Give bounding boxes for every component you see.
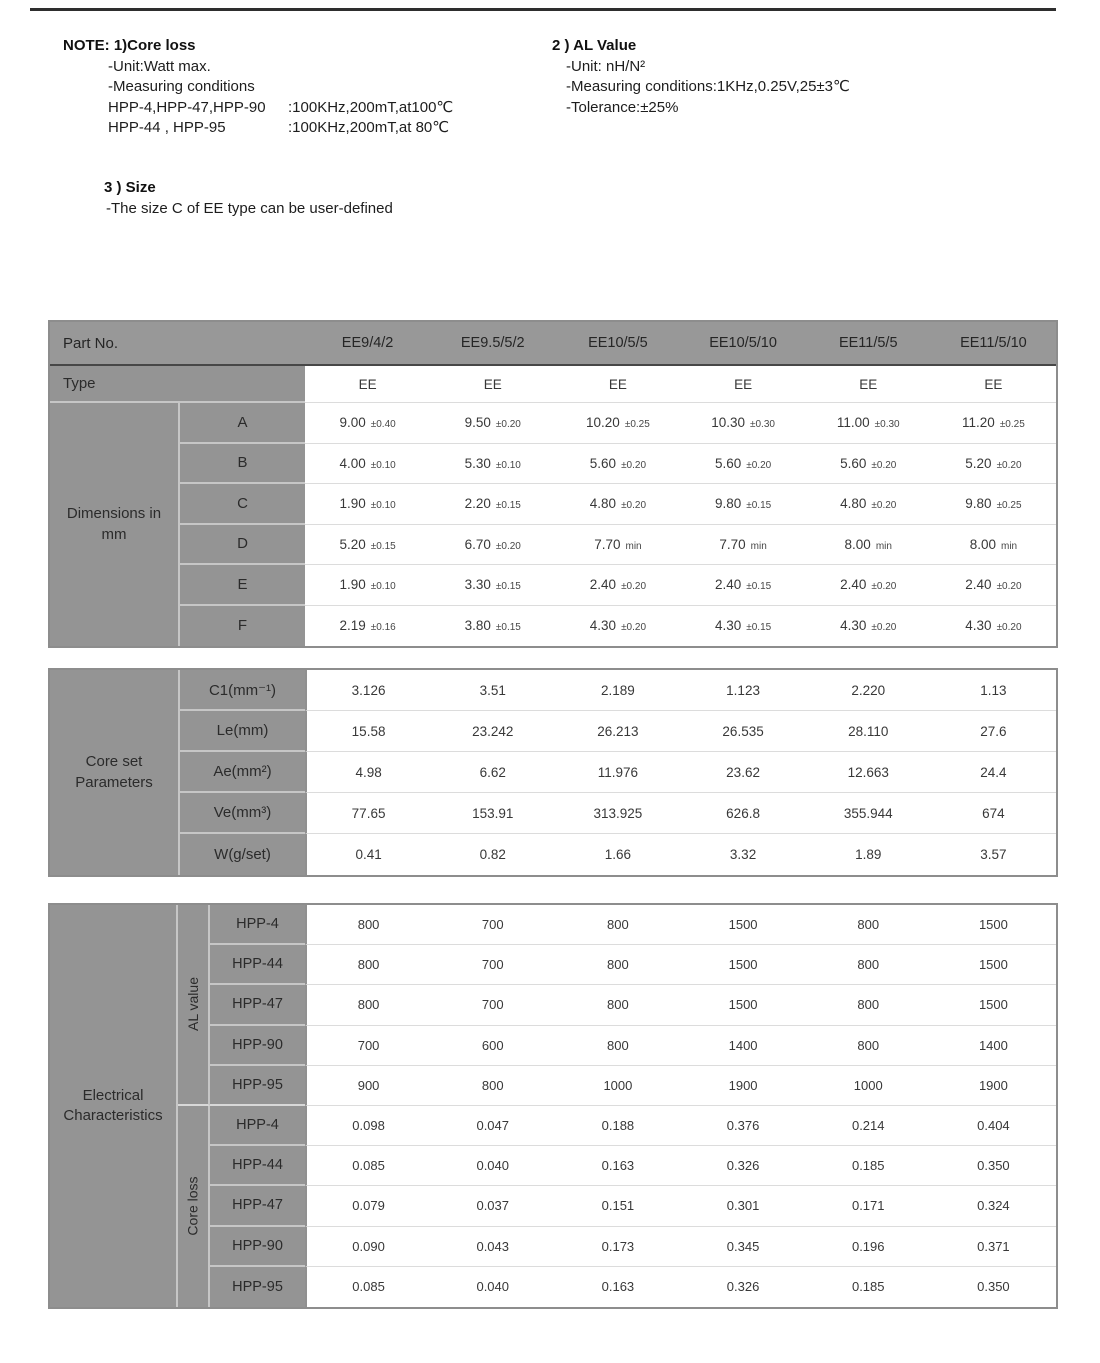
material-row-label: HPP-4 (210, 1106, 305, 1146)
al-value-cell: 1500 (680, 945, 805, 985)
al-value-cell: 1400 (680, 1026, 805, 1066)
dimension-tolerance: ±0.20 (746, 459, 772, 471)
al-value-cell: 1500 (931, 945, 1056, 985)
part-column-header: EE10/5/5 (555, 322, 680, 366)
dimension-value-cell (430, 484, 555, 525)
dimension-tolerance: ±0.25 (999, 419, 1025, 431)
core-loss-label-text: Core loss (185, 1176, 202, 1236)
core-loss-group-label (178, 1106, 210, 1307)
dimension-value-cell (305, 484, 430, 525)
al-value-cell: 800 (305, 945, 430, 985)
dimension-tolerance: ±0.20 (495, 419, 521, 431)
part-no-table (48, 320, 1058, 648)
dimension-value: 4.30 (589, 618, 617, 634)
part-column-header: EE9/4/2 (305, 322, 430, 366)
core-set-parameters-table (48, 668, 1058, 877)
part-column-header: EE11/5/5 (806, 322, 931, 366)
core-parameter-value-cell: 77.65 (305, 793, 430, 834)
dimension-tolerance: ±0.15 (495, 622, 521, 634)
core-loss-value-cell: 0.043 (430, 1227, 555, 1267)
core-parameter-value-cell: 6.62 (430, 752, 555, 793)
core-parameter-label: C1(mm⁻¹) (180, 670, 305, 711)
core-parameter-value-cell: 2.220 (806, 670, 931, 711)
dimension-value: 7.70 (594, 536, 621, 552)
dimension-value-cell (806, 606, 931, 647)
part-column-header: EE9.5/5/2 (430, 322, 555, 366)
dimension-value-cell (806, 403, 931, 444)
note-size (104, 178, 393, 219)
dimension-value: 11.20 (962, 415, 995, 431)
core-parameter-label: Le(mm) (180, 711, 305, 752)
dimension-value-cell (931, 565, 1056, 606)
dimension-value: 9.50 (464, 415, 491, 431)
type-value-cell: EE (931, 366, 1056, 403)
material-row-label: HPP-90 (210, 1026, 305, 1066)
dimension-tolerance: ±0.20 (621, 581, 647, 593)
type-row-label: Type (50, 366, 305, 403)
core-loss-value-cell: 0.326 (680, 1267, 805, 1307)
core-loss-value-cell: 0.085 (305, 1267, 430, 1307)
dimension-value-cell (806, 444, 931, 485)
dimensions-group-label: Dimensions in mm (50, 403, 180, 646)
core-loss-value-cell: 0.345 (680, 1227, 805, 1267)
al-value-cell: 800 (305, 985, 430, 1025)
dimension-value-cell (931, 606, 1056, 647)
dimension-tolerance: ±0.40 (370, 419, 396, 431)
material-row-label: HPP-47 (210, 985, 305, 1025)
al-value-cell: 800 (806, 945, 931, 985)
note-al-value-line: -Measuring conditions:1KHz,0.25V,25±3℃ (566, 78, 850, 95)
dimension-tolerance: ±0.10 (370, 459, 396, 471)
dimension-tolerance: ±0.20 (621, 459, 647, 471)
dimension-value: 4.30 (840, 618, 867, 634)
dimension-value: 10.30 (711, 415, 745, 431)
dimension-value: 4.80 (589, 496, 617, 512)
core-loss-value-cell: 0.173 (555, 1227, 680, 1267)
dimension-value-cell (806, 565, 931, 606)
material-row-label: HPP-4 (210, 905, 305, 945)
dimension-value-cell (680, 525, 805, 566)
dimension-value: 2.40 (589, 577, 617, 593)
core-parameter-value-cell: 1.123 (680, 670, 805, 711)
dimension-tolerance: ±0.15 (370, 540, 396, 552)
al-value-cell: 800 (555, 945, 680, 985)
dimension-value: 3.30 (464, 577, 491, 593)
dimension-row-label: E (180, 565, 305, 606)
dimension-value: 11.00 (836, 415, 870, 431)
dimension-value-cell (305, 403, 430, 444)
dimension-value-cell (680, 403, 805, 444)
dimension-tolerance: min (1000, 540, 1018, 552)
al-value-cell: 900 (305, 1066, 430, 1106)
material-row-label: HPP-44 (210, 1146, 305, 1186)
core-loss-value-cell: 0.085 (305, 1146, 430, 1186)
core-loss-value-cell: 0.185 (806, 1267, 931, 1307)
al-value-cell: 800 (555, 1026, 680, 1066)
dimension-tolerance: ±0.20 (871, 500, 897, 512)
note-al-value-line: -Unit: nH/N² (566, 57, 646, 75)
dimension-value: 4.00 (339, 455, 366, 471)
dimension-value: 3.80 (464, 618, 491, 634)
core-parameter-value-cell: 2.189 (555, 670, 680, 711)
material-row-label: HPP-95 (210, 1066, 305, 1106)
condition-parts: HPP-4,HPP-47,HPP-90 (108, 98, 266, 116)
dimension-value: 5.20 (339, 536, 366, 552)
core-set-group-label: Core set Parameters (50, 670, 180, 875)
core-parameter-value-cell: 23.62 (680, 752, 805, 793)
dimension-tolerance: ±0.15 (495, 500, 521, 512)
core-loss-value-cell: 0.079 (305, 1186, 430, 1226)
dimension-tolerance: ±0.16 (370, 622, 396, 634)
note-core-loss-line: -Measuring conditions (108, 78, 255, 95)
core-parameter-value-cell: 313.925 (555, 793, 680, 834)
dimension-value: 2.40 (840, 577, 867, 593)
core-parameter-label: Ae(mm²) (180, 752, 305, 793)
dimension-value: 9.80 (965, 496, 992, 512)
core-loss-value-cell: 0.301 (680, 1186, 805, 1226)
dimension-tolerance: ±0.20 (996, 622, 1022, 634)
core-parameter-value-cell: 4.98 (305, 752, 430, 793)
dimension-value-cell (806, 525, 931, 566)
dimension-value-cell (555, 484, 680, 525)
dimension-value: 8.00 (844, 536, 871, 552)
dimension-value: 5.60 (714, 455, 742, 471)
dimension-value: 2.19 (339, 618, 366, 634)
core-parameter-value-cell: 626.8 (680, 793, 805, 834)
al-value-label-text: AL value (185, 977, 201, 1032)
core-parameter-value-cell: 28.110 (806, 711, 931, 752)
core-parameter-value-cell: 1.13 (931, 670, 1056, 711)
dimension-value-cell (430, 606, 555, 647)
type-value-cell: EE (680, 366, 805, 403)
dimension-value-cell (305, 565, 430, 606)
core-parameter-value-cell: 3.57 (931, 834, 1056, 875)
core-loss-value-cell: 0.350 (931, 1267, 1056, 1307)
dimension-value: 1.90 (339, 496, 366, 512)
dimension-value: 9.00 (339, 415, 366, 431)
type-value-cell: EE (430, 366, 555, 403)
al-value-cell: 1500 (931, 985, 1056, 1025)
dimension-tolerance: ±0.30 (874, 419, 900, 431)
dimension-value-cell (555, 444, 680, 485)
core-loss-value-cell: 0.196 (806, 1227, 931, 1267)
core-loss-value-cell: 0.090 (305, 1227, 430, 1267)
dimension-value: 4.30 (965, 618, 992, 634)
core-loss-value-cell: 0.151 (555, 1186, 680, 1226)
core-loss-value-cell: 0.324 (931, 1186, 1056, 1226)
dimension-tolerance: min (625, 540, 642, 552)
al-value-cell: 700 (430, 985, 555, 1025)
type-value-cell: EE (806, 366, 931, 403)
core-parameter-value-cell: 0.82 (430, 834, 555, 875)
electrical-characteristics-table (48, 903, 1058, 1309)
dimension-tolerance: ±0.20 (871, 459, 897, 471)
dimension-value-cell (430, 444, 555, 485)
al-value-cell: 1500 (680, 985, 805, 1025)
dimension-value: 4.80 (840, 496, 867, 512)
al-value-cell: 800 (806, 905, 931, 945)
material-row-label: HPP-44 (210, 945, 305, 985)
dimension-tolerance: ±0.20 (871, 622, 897, 634)
core-parameter-value-cell: 0.41 (305, 834, 430, 875)
dimension-value: 5.60 (589, 455, 617, 471)
dimension-value: 5.60 (840, 455, 867, 471)
core-loss-value-cell: 0.188 (555, 1106, 680, 1146)
al-value-cell: 1500 (931, 905, 1056, 945)
core-parameter-value-cell: 3.51 (430, 670, 555, 711)
type-value-cell: EE (555, 366, 680, 403)
al-value-group-label (178, 905, 210, 1106)
core-loss-value-cell: 0.185 (806, 1146, 931, 1186)
dimension-row-label: C (180, 484, 305, 525)
dimension-tolerance: ±0.10 (370, 581, 396, 593)
electrical-group-label: Electrical Characteristics (50, 905, 178, 1307)
dimension-value: 5.20 (965, 455, 992, 471)
dimension-value-cell (931, 403, 1056, 444)
al-value-cell: 800 (806, 1026, 931, 1066)
core-parameter-value-cell: 153.91 (430, 793, 555, 834)
dimension-value: 10.20 (586, 415, 620, 431)
dimension-value: 5.30 (464, 455, 491, 471)
al-value-cell: 1000 (555, 1066, 680, 1106)
note-al-value (552, 36, 850, 118)
note-core-loss-line: -Unit:Watt max. (108, 57, 211, 75)
note-core-loss-condition (108, 98, 453, 119)
al-value-cell: 700 (305, 1026, 430, 1066)
core-parameter-value-cell: 26.535 (680, 711, 805, 752)
dimension-value: 7.70 (719, 536, 746, 552)
core-loss-value-cell: 0.371 (931, 1227, 1056, 1267)
dimension-value-cell (555, 525, 680, 566)
dimension-value-cell (931, 525, 1056, 566)
dimension-row-label: B (180, 444, 305, 485)
note-core-loss-condition (108, 118, 453, 139)
part-column-header: EE10/5/10 (680, 322, 805, 366)
dimension-tolerance: ±0.25 (996, 500, 1022, 512)
al-value-cell: 1900 (931, 1066, 1056, 1106)
core-loss-value-cell: 0.376 (680, 1106, 805, 1146)
top-rule (30, 8, 1056, 11)
dimension-tolerance: ±0.15 (495, 581, 521, 593)
al-value-cell: 800 (305, 905, 430, 945)
dimension-tolerance: ±0.20 (871, 581, 897, 593)
dimension-row-label: D (180, 525, 305, 566)
core-parameter-value-cell: 15.58 (305, 711, 430, 752)
core-parameter-value-cell: 1.89 (806, 834, 931, 875)
material-row-label: HPP-90 (210, 1227, 305, 1267)
core-parameter-value-cell: 27.6 (931, 711, 1056, 752)
core-loss-value-cell: 0.214 (806, 1106, 931, 1146)
part-column-header: EE11/5/10 (931, 322, 1056, 366)
condition-parts: HPP-44 , HPP-95 (108, 119, 226, 136)
dimension-row-label: A (180, 403, 305, 444)
dimension-value-cell (931, 484, 1056, 525)
core-parameter-value-cell: 12.663 (806, 752, 931, 793)
type-value-cell: EE (305, 366, 430, 403)
dimension-value-cell (680, 606, 805, 647)
dimension-tolerance: ±0.30 (749, 419, 775, 431)
note-core-loss-title: NOTE: 1)Core loss (63, 37, 196, 54)
al-value-cell: 800 (430, 1066, 555, 1106)
core-parameter-value-cell: 23.242 (430, 711, 555, 752)
core-loss-value-cell: 0.326 (680, 1146, 805, 1186)
core-parameter-value-cell: 674 (931, 793, 1056, 834)
core-parameter-value-cell: 355.944 (806, 793, 931, 834)
dimension-tolerance: min (875, 540, 892, 552)
dimension-value-cell (305, 606, 430, 647)
dimension-tolerance: ±0.10 (495, 459, 521, 471)
part-no-header-label: Part No. (50, 322, 305, 366)
core-loss-value-cell: 0.163 (555, 1267, 680, 1307)
note-al-value-title: 2 ) AL Value (552, 37, 637, 54)
dimension-value-cell (555, 565, 680, 606)
core-parameter-value-cell: 3.32 (680, 834, 805, 875)
material-row-label: HPP-47 (210, 1186, 305, 1226)
dimension-tolerance: ±0.15 (746, 622, 772, 634)
dimension-value-cell (305, 444, 430, 485)
dimension-value-cell (555, 403, 680, 444)
core-parameter-value-cell: 26.213 (555, 711, 680, 752)
dimension-value-cell (430, 565, 555, 606)
core-loss-value-cell: 0.047 (430, 1106, 555, 1146)
condition-spec: :100KHz,200mT,at100℃ (288, 98, 454, 116)
core-parameter-value-cell: 1.66 (555, 834, 680, 875)
al-value-cell: 700 (430, 945, 555, 985)
dimension-tolerance: ±0.15 (746, 500, 772, 512)
material-row-label: HPP-95 (210, 1267, 305, 1307)
core-parameter-value-cell: 24.4 (931, 752, 1056, 793)
core-parameter-label: Ve(mm³) (180, 793, 305, 834)
core-loss-value-cell: 0.350 (931, 1146, 1056, 1186)
al-value-cell: 1400 (931, 1026, 1056, 1066)
note-al-value-line: -Tolerance:±25% (566, 98, 679, 116)
al-value-cell: 800 (806, 985, 931, 1025)
dimension-value: 1.90 (339, 577, 366, 593)
dimension-tolerance: ±0.20 (996, 459, 1022, 471)
dimension-value: 2.40 (714, 577, 742, 593)
core-loss-value-cell: 0.163 (555, 1146, 680, 1186)
note-size-line: -The size C of EE type can be user-defined (106, 199, 393, 217)
core-parameter-label: W(g/set) (180, 834, 305, 875)
al-value-cell: 600 (430, 1026, 555, 1066)
dimension-value-cell (305, 525, 430, 566)
core-parameter-value-cell: 11.976 (555, 752, 680, 793)
al-value-cell: 1000 (806, 1066, 931, 1106)
al-value-cell: 700 (430, 905, 555, 945)
dimension-row-label: F (180, 606, 305, 647)
dimension-tolerance: ±0.20 (495, 540, 521, 552)
dimension-value: 2.40 (965, 577, 992, 593)
core-parameter-value-cell: 3.126 (305, 670, 430, 711)
dimension-tolerance: ±0.10 (370, 500, 396, 512)
core-loss-value-cell: 0.037 (430, 1186, 555, 1226)
dimension-tolerance: ±0.20 (996, 581, 1022, 593)
core-loss-value-cell: 0.171 (806, 1186, 931, 1226)
al-value-cell: 800 (555, 985, 680, 1025)
dimension-value-cell (931, 444, 1056, 485)
dimension-value: 6.70 (464, 536, 491, 552)
dimension-value: 4.30 (714, 618, 742, 634)
dimension-value: 9.80 (714, 496, 742, 512)
core-loss-value-cell: 0.404 (931, 1106, 1056, 1146)
note-core-loss (63, 36, 453, 139)
dimension-tolerance: ±0.15 (746, 581, 772, 593)
dimension-value-cell (806, 484, 931, 525)
core-loss-value-cell: 0.040 (430, 1146, 555, 1186)
dimension-value: 8.00 (969, 536, 996, 552)
dimension-value-cell (430, 403, 555, 444)
al-value-cell: 1900 (680, 1066, 805, 1106)
condition-spec: :100KHz,200mT,at 80℃ (288, 119, 450, 136)
al-value-cell: 1500 (680, 905, 805, 945)
dimension-value-cell (680, 484, 805, 525)
dimension-value-cell (680, 565, 805, 606)
dimension-value: 2.20 (464, 496, 491, 512)
dimension-value-cell (680, 444, 805, 485)
core-loss-value-cell: 0.040 (430, 1267, 555, 1307)
dimension-tolerance: ±0.20 (621, 500, 647, 512)
al-value-cell: 800 (555, 905, 680, 945)
dimension-value-cell (555, 606, 680, 647)
note-size-title: 3 ) Size (104, 179, 156, 196)
core-loss-value-cell: 0.098 (305, 1106, 430, 1146)
dimension-tolerance: ±0.20 (621, 622, 647, 634)
dimension-tolerance: ±0.25 (624, 419, 650, 431)
dimension-tolerance: min (750, 540, 767, 552)
dimension-value-cell (430, 525, 555, 566)
